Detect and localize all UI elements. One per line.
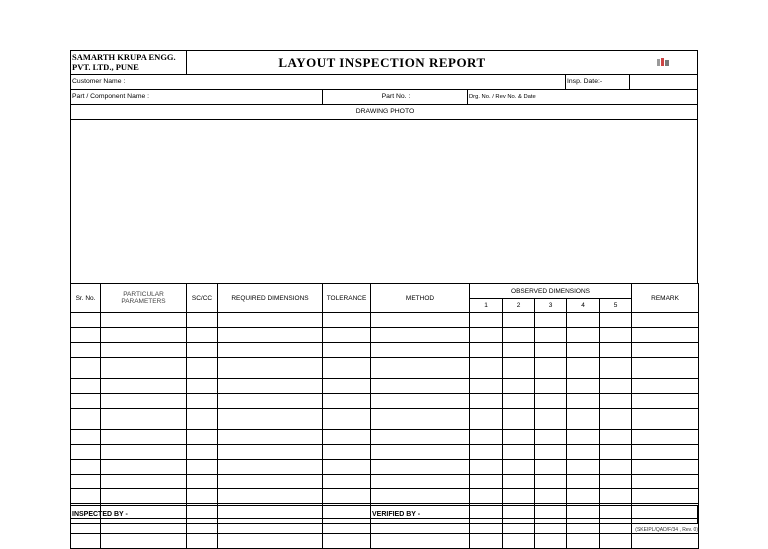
report-title: LAYOUT INSPECTION REPORT [278, 55, 486, 70]
table-cell[interactable] [218, 409, 323, 430]
table-cell[interactable] [101, 489, 187, 504]
table-row [71, 394, 699, 409]
table-cell[interactable] [323, 534, 371, 549]
table-cell[interactable] [600, 475, 632, 489]
table-cell[interactable] [600, 358, 632, 379]
table-row [71, 328, 699, 343]
table-cell[interactable] [371, 328, 470, 343]
table-cell[interactable] [218, 379, 323, 394]
table-cell[interactable] [600, 343, 632, 358]
table-cell[interactable] [71, 430, 101, 445]
table-cell[interactable] [503, 430, 535, 445]
table-cell[interactable] [218, 328, 323, 343]
table-cell[interactable] [187, 379, 218, 394]
table-cell[interactable] [323, 343, 371, 358]
observed-col-2: 2 [503, 299, 535, 313]
table-cell[interactable] [323, 409, 371, 430]
company-name-line2: PVT. LTD., PUNE [72, 62, 139, 72]
table-cell[interactable] [101, 379, 187, 394]
table-cell[interactable] [371, 358, 470, 379]
table-row [71, 430, 699, 445]
table-cell[interactable] [187, 534, 218, 549]
insp-date-value-cell[interactable] [629, 74, 698, 90]
table-cell[interactable] [323, 328, 371, 343]
drawing-photo-area[interactable] [70, 119, 698, 284]
table-cell[interactable] [503, 343, 535, 358]
table-cell[interactable] [632, 358, 699, 379]
table-cell[interactable] [632, 534, 699, 549]
observed-col-5: 5 [600, 299, 632, 313]
table-cell[interactable] [535, 534, 567, 549]
table-cell[interactable] [503, 358, 535, 379]
table-cell[interactable] [71, 489, 101, 504]
table-cell[interactable] [71, 445, 101, 460]
table-cell[interactable] [218, 343, 323, 358]
part-no-label: Part No. : [381, 93, 411, 100]
table-cell[interactable] [187, 343, 218, 358]
insp-date-label-cell [565, 74, 630, 90]
table-cell[interactable] [371, 475, 470, 489]
table-cell[interactable] [600, 534, 632, 549]
table-cell[interactable] [470, 409, 503, 430]
table-cell[interactable] [187, 475, 218, 489]
table-cell[interactable] [71, 394, 101, 409]
table-cell[interactable] [187, 445, 218, 460]
table-row [71, 379, 699, 394]
table-cell[interactable] [101, 358, 187, 379]
drawing-photo-label: DRAWING PHOTO [355, 108, 415, 115]
part-name-cell [70, 89, 323, 105]
table-cell[interactable] [218, 460, 323, 475]
table-cell[interactable] [101, 460, 187, 475]
table-cell[interactable] [567, 460, 600, 475]
table-cell[interactable] [371, 313, 470, 328]
table-cell[interactable] [187, 313, 218, 328]
table-cell[interactable] [632, 409, 699, 430]
table-cell[interactable] [371, 394, 470, 409]
table-cell[interactable] [470, 358, 503, 379]
company-logo-icon [657, 54, 670, 63]
table-cell[interactable] [218, 313, 323, 328]
table-cell[interactable] [323, 394, 371, 409]
table-cell[interactable] [632, 445, 699, 460]
table-cell[interactable] [600, 489, 632, 504]
table-cell[interactable] [470, 379, 503, 394]
table-cell[interactable] [470, 460, 503, 475]
col-header-remark: REMARK [632, 284, 699, 313]
table-cell[interactable] [567, 409, 600, 430]
table-cell[interactable] [470, 489, 503, 504]
table-cell[interactable] [218, 489, 323, 504]
table-cell[interactable] [600, 328, 632, 343]
table-cell[interactable] [535, 475, 567, 489]
table-cell[interactable] [567, 379, 600, 394]
table-row [71, 460, 699, 475]
table-cell[interactable] [470, 475, 503, 489]
table-cell[interactable] [187, 430, 218, 445]
col-header-required-dimensions: REQUIRED DIMENSIONS [218, 284, 323, 313]
table-cell[interactable] [371, 460, 470, 475]
table-cell[interactable] [101, 328, 187, 343]
company-name-line1: SAMARTH KRUPA ENGG. [72, 52, 176, 62]
table-cell[interactable] [600, 430, 632, 445]
table-cell[interactable] [600, 313, 632, 328]
table-cell[interactable] [567, 445, 600, 460]
table-cell[interactable] [71, 379, 101, 394]
table-cell[interactable] [535, 489, 567, 504]
table-cell[interactable] [187, 328, 218, 343]
table-cell[interactable] [101, 475, 187, 489]
table-cell[interactable] [535, 313, 567, 328]
insp-date-label: Insp. Date:- [567, 78, 603, 85]
table-cell[interactable] [71, 328, 101, 343]
table-cell[interactable] [470, 534, 503, 549]
table-cell[interactable] [470, 328, 503, 343]
table-cell[interactable] [371, 430, 470, 445]
table-cell[interactable] [323, 460, 371, 475]
table-cell[interactable] [600, 379, 632, 394]
table-cell[interactable] [567, 328, 600, 343]
table-cell[interactable] [101, 313, 187, 328]
table-cell[interactable] [371, 489, 470, 504]
table-cell[interactable] [323, 475, 371, 489]
table-cell[interactable] [632, 430, 699, 445]
table-cell[interactable] [101, 445, 187, 460]
table-cell[interactable] [187, 358, 218, 379]
table-cell[interactable] [535, 430, 567, 445]
table-cell[interactable] [187, 409, 218, 430]
table-cell[interactable] [632, 460, 699, 475]
table-cell[interactable] [71, 475, 101, 489]
inspected-by-label: INSPECTED BY - [72, 511, 128, 518]
table-cell[interactable] [567, 534, 600, 549]
table-cell[interactable] [71, 534, 101, 549]
drg-no-cell [467, 89, 698, 105]
table-cell[interactable] [371, 409, 470, 430]
table-cell[interactable] [567, 313, 600, 328]
table-cell[interactable] [470, 394, 503, 409]
drawing-photo-header [70, 104, 698, 120]
table-cell[interactable] [535, 409, 567, 430]
observed-col-3: 3 [535, 299, 567, 313]
table-cell[interactable] [632, 379, 699, 394]
table-cell[interactable] [101, 534, 187, 549]
table-cell[interactable] [567, 358, 600, 379]
table-cell[interactable] [470, 430, 503, 445]
col-header-observed-dimensions: OBSERVED DIMENSIONS [470, 284, 632, 299]
table-row [71, 409, 699, 430]
customer-name-cell [70, 74, 566, 90]
table-cell[interactable] [503, 445, 535, 460]
table-cell[interactable] [600, 460, 632, 475]
table-cell[interactable] [632, 313, 699, 328]
table-row [71, 343, 699, 358]
table-row [71, 358, 699, 379]
table-cell[interactable] [535, 394, 567, 409]
col-header-parameters: PARTICULAR PARAMETERS [101, 284, 187, 313]
table-cell[interactable] [71, 460, 101, 475]
drg-no-label: Drg. No. / Rev No. & Date [469, 94, 536, 100]
table-cell[interactable] [535, 445, 567, 460]
table-cell[interactable] [323, 489, 371, 504]
table-cell[interactable] [503, 460, 535, 475]
table-cell[interactable] [218, 475, 323, 489]
table-cell[interactable] [323, 358, 371, 379]
table-cell[interactable] [632, 394, 699, 409]
table-cell[interactable] [371, 379, 470, 394]
table-cell[interactable] [632, 328, 699, 343]
table-cell[interactable] [503, 489, 535, 504]
table-cell[interactable] [632, 475, 699, 489]
table-cell[interactable] [567, 343, 600, 358]
table-cell[interactable] [101, 430, 187, 445]
table-cell[interactable] [503, 328, 535, 343]
table-cell[interactable] [71, 343, 101, 358]
table-cell[interactable] [567, 430, 600, 445]
table-cell[interactable] [71, 313, 101, 328]
table-row [71, 445, 699, 460]
table-cell[interactable] [535, 460, 567, 475]
table-row [71, 489, 699, 504]
table-cell[interactable] [218, 430, 323, 445]
table-cell[interactable] [470, 343, 503, 358]
col-header-tolerance: TOLERANCE [323, 284, 371, 313]
table-cell[interactable] [567, 489, 600, 504]
table-cell[interactable] [371, 534, 470, 549]
table-cell[interactable] [71, 409, 101, 430]
table-cell[interactable] [323, 379, 371, 394]
table-cell[interactable] [535, 328, 567, 343]
observed-col-4: 4 [567, 299, 600, 313]
table-cell[interactable] [600, 409, 632, 430]
verified-by-cell [370, 505, 698, 524]
table-cell[interactable] [503, 379, 535, 394]
table-cell[interactable] [218, 445, 323, 460]
part-no-cell [322, 89, 468, 105]
table-row [71, 475, 699, 489]
report-title-cell [186, 50, 698, 75]
table-cell[interactable] [218, 358, 323, 379]
table-cell[interactable] [503, 409, 535, 430]
table-cell[interactable] [218, 394, 323, 409]
table-cell[interactable] [535, 343, 567, 358]
doc-reference: (SKEIPL/QAD/F/34 , Rev. 0) [635, 527, 698, 533]
table-cell[interactable] [101, 394, 187, 409]
table-cell[interactable] [323, 430, 371, 445]
customer-name-label: Customer Name : [72, 78, 126, 85]
table-cell[interactable] [600, 394, 632, 409]
table-row [71, 313, 699, 328]
table-cell[interactable] [371, 343, 470, 358]
table-cell[interactable] [503, 534, 535, 549]
table-cell[interactable] [503, 313, 535, 328]
table-cell[interactable] [503, 475, 535, 489]
inspected-by-cell [70, 505, 371, 524]
table-cell[interactable] [323, 445, 371, 460]
table-cell[interactable] [101, 343, 187, 358]
table-cell[interactable] [567, 394, 600, 409]
table-cell[interactable] [535, 379, 567, 394]
table-cell[interactable] [470, 445, 503, 460]
verified-by-label: VERIFIED BY - [372, 511, 421, 518]
table-cell[interactable] [71, 358, 101, 379]
table-cell[interactable] [187, 394, 218, 409]
table-cell[interactable] [567, 475, 600, 489]
table-cell[interactable] [371, 445, 470, 460]
company-name-cell [70, 50, 187, 75]
table-cell[interactable] [187, 489, 218, 504]
table-cell[interactable] [503, 394, 535, 409]
table-cell[interactable] [632, 489, 699, 504]
col-header-method: METHOD [371, 284, 470, 313]
part-name-label: Part / Component Name : [72, 93, 150, 100]
table-row [71, 534, 699, 549]
table-cell[interactable] [470, 313, 503, 328]
table-cell[interactable] [600, 445, 632, 460]
table-cell[interactable] [535, 358, 567, 379]
observed-col-1: 1 [470, 299, 503, 313]
table-cell[interactable] [187, 460, 218, 475]
table-cell[interactable] [218, 534, 323, 549]
table-cell[interactable] [323, 313, 371, 328]
table-cell[interactable] [101, 409, 187, 430]
col-header-sr-no: Sr. No. [71, 284, 101, 313]
table-cell[interactable] [632, 343, 699, 358]
col-header-sc-cc: SC/CC [187, 284, 218, 313]
